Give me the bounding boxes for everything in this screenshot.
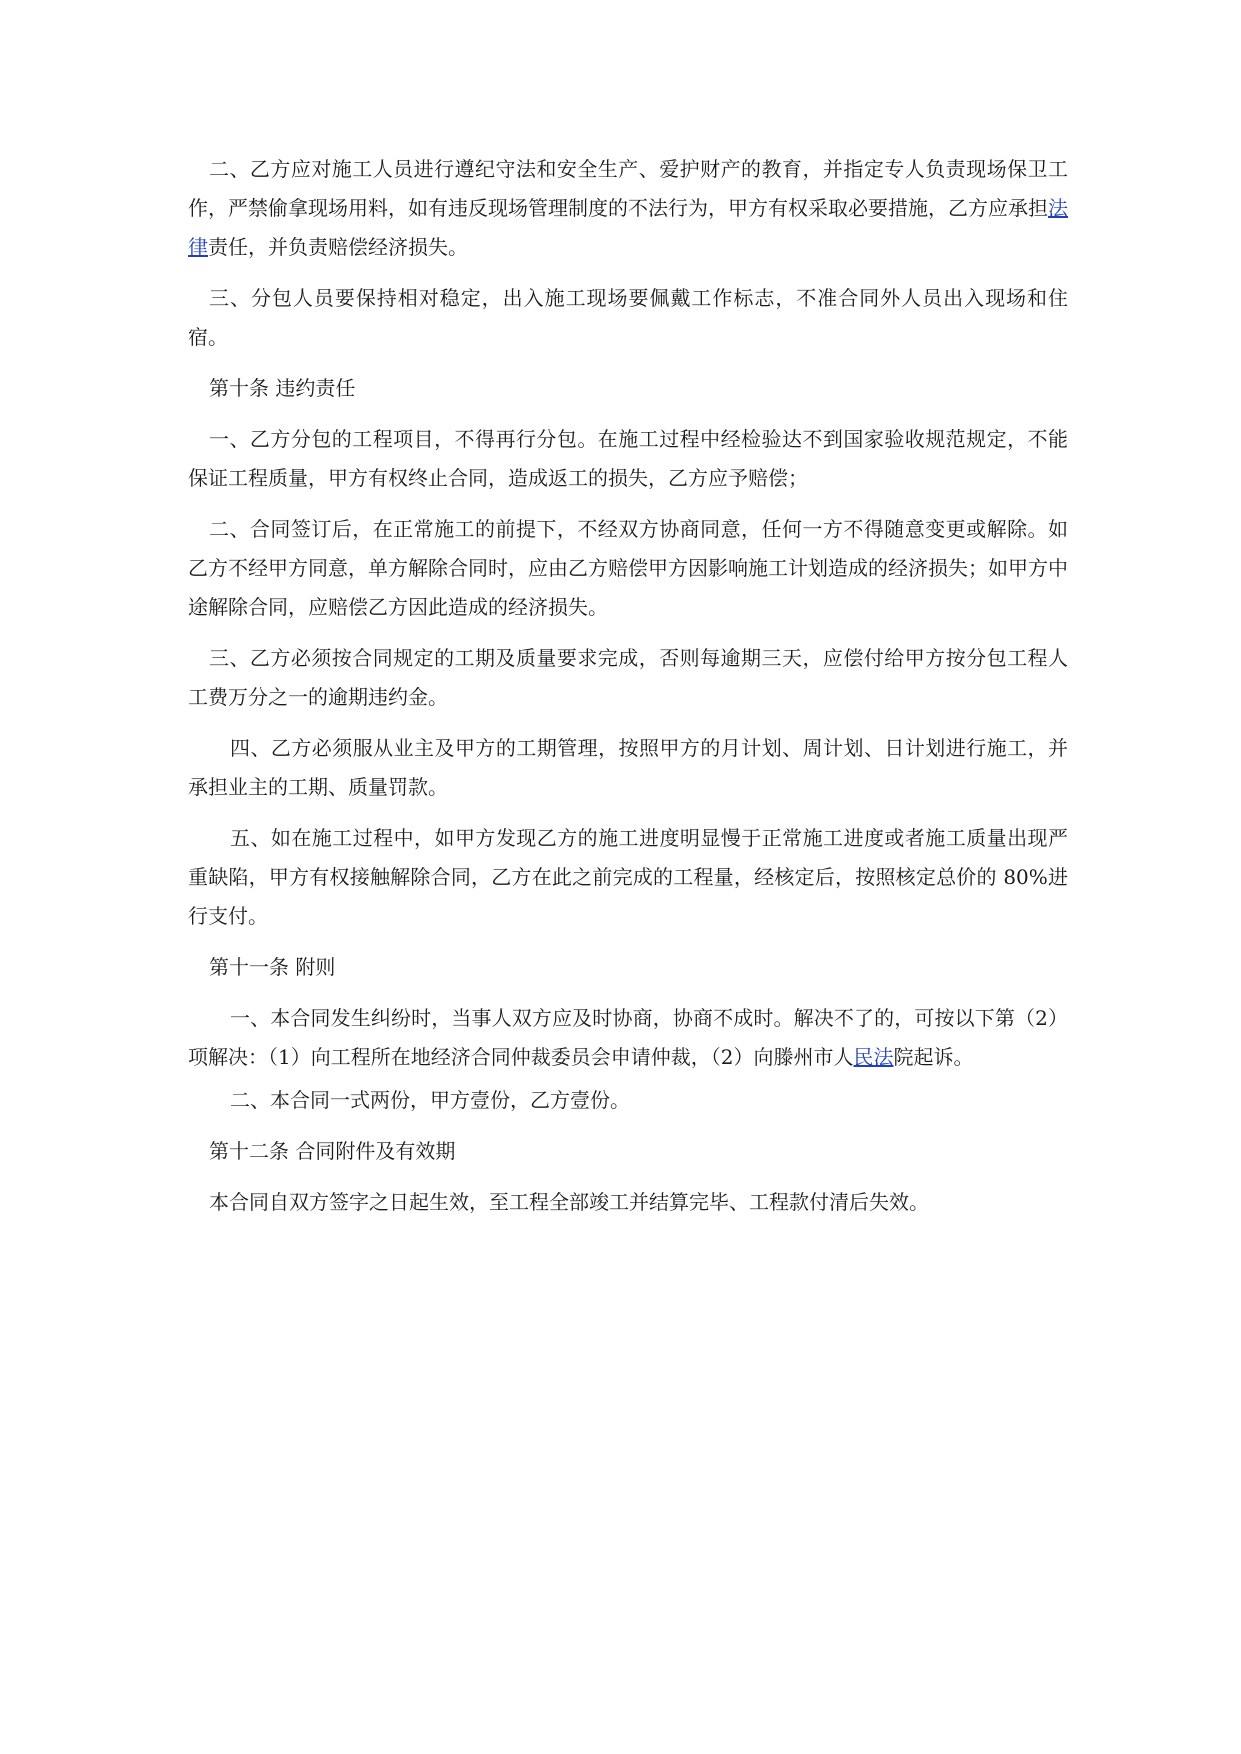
clause-12-body: 本合同自双方签字之日起生效，至工程全部竣工并结算完毕、工程款付清后失效。 — [209, 1190, 929, 1214]
clause-10-item-3: 三、乙方必须按合同规定的工期及质量要求完成，否则每逾期三天，应偿付给甲方按分包工程人工费万分之一的逾期违约金。 — [188, 646, 1068, 709]
clause-9-item-2 — [188, 150, 1068, 267]
clause-11-item-1-text-b: 院起诉。 — [893, 1045, 974, 1069]
clause-10-item-4: 四、乙方必须服从业主及甲方的工期管理，按照甲方的月计划、周计划、日计划进行施工，并承担业主的工期、质量罚款。 — [188, 736, 1068, 799]
clause-9-item-2-text-a: 二、乙方应对施工人员进行遵纪守法和安全生产、爱护财产的教育，并指定专人负责现场保卫工作，严禁偷拿现场用料，如有违反现场管理制度的不法行为，甲方有权采取必要措施，乙方应承担 — [188, 157, 1068, 220]
clause-11-heading: 第十一条 附则 — [209, 955, 336, 979]
clause-10-item-2: 二、合同签订后，在正常施工的前提下，不经双方协商同意，任何一方不得随意变更或解除。如乙方不经甲方同意，单方解除合同时，应由乙方赔偿甲方因影响施工计划造成的经济损失；如甲方中途解除合同，应赔偿乙方因此造成的经济损失。 — [188, 517, 1068, 619]
civil-court-link[interactable]: 民法 — [853, 1045, 894, 1069]
clause-10-item-1: 一、乙方分包的工程项目，不得再行分包。在施工过程中经检验达不到国家验收规范规定，不能保证工程质量，甲方有权终止合同，造成返工的损失，乙方应予赔偿； — [188, 427, 1068, 490]
clause-10-heading: 第十条 违约责任 — [209, 376, 356, 400]
document-page — [188, 150, 1068, 1222]
clause-9-item-3: 三、分包人员要保持相对稳定，出入施工现场要佩戴工作标志，不准合同外人员出入现场和住宿。 — [188, 286, 1068, 349]
clause-12-heading: 第十二条 合同附件及有效期 — [209, 1139, 456, 1163]
clause-9-item-2-text-b: 责任，并负责赔偿经济损失。 — [208, 235, 468, 259]
law-link[interactable]: 法律 — [188, 196, 1068, 259]
clause-10-item-5: 五、如在施工过程中，如甲方发现乙方的施工进度明显慢于正常施工进度或者施工质量出现严重缺陷，甲方有权接触解除合同，乙方在此之前完成的工程量，经核定后，按照核定总价的 80%进行支付。 — [188, 826, 1068, 928]
clause-11-item-1-text-a: 一、本合同发生纠纷时，当事人双方应及时协商，协商不成时。解决不了的，可按以下第（2）项解决：（1）向工程所在地经济合同仲裁委员会申请仲裁，（2）向滕州市人 — [188, 1006, 1068, 1069]
clause-11-item-1 — [188, 999, 1068, 1077]
clause-11-item-2: 二、本合同一式两份，甲方壹份，乙方壹份。 — [230, 1088, 630, 1112]
